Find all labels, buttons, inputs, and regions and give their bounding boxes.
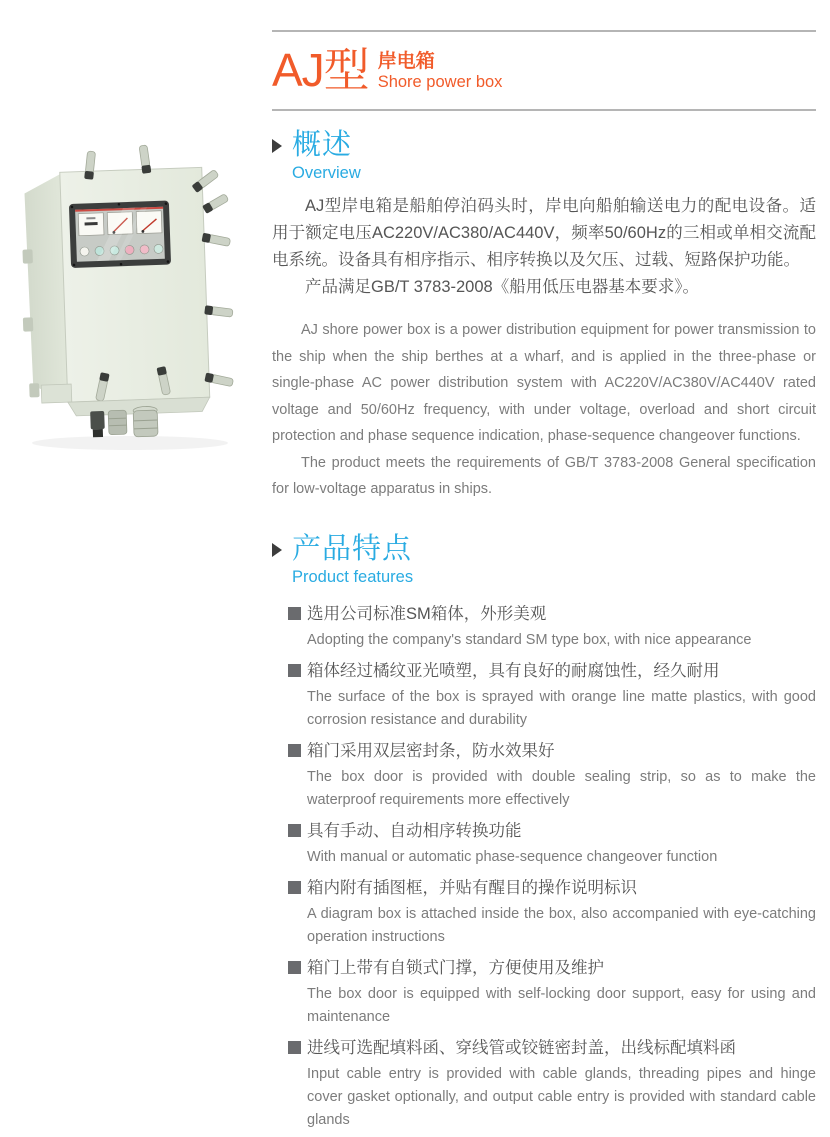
overview-title-zh: 概述 [292, 129, 353, 161]
feature-text-zh [288, 874, 816, 902]
feature-item [288, 874, 816, 949]
feature-zh-label: 具有手动、自动相序转换功能 [307, 822, 522, 840]
feature-zh-label: 箱内附有插图框，并贴有醒目的操作说明标识 [307, 879, 637, 897]
feature-item [288, 817, 816, 869]
overview-paragraph-en-1: AJ shore power box is a power distribution equipment for power transmission to the ship when the ship berthes at a wharf, and is applied in the three-phase or single-phase AC power distribution system with AC220V/AC380V/AC440V rated voltage and 50/60Hz frequency, with under voltage, overload and short circuit protection and phase sequence indication, phase-sequence changeover functions. [272, 322, 816, 444]
product-model-title: AJ型 [272, 44, 369, 96]
feature-text-en: The box door is provided with double sealing strip, so as to make the waterproof requirements more effectively [307, 769, 816, 808]
features-section [272, 533, 816, 1137]
feature-item [288, 600, 816, 652]
overview-heading [272, 129, 816, 184]
feature-bullet-icon [288, 881, 301, 894]
feature-item [288, 657, 816, 732]
feature-zh-label: 箱体经过橘纹亚光喷塑，具有良好的耐腐蚀性，经久耐用 [307, 662, 720, 680]
feature-bullet-icon [288, 664, 301, 677]
overview-paragraph-en-2: The product meets the requirements of GB/T 3783-2008 General specification for low-voltage apparatus in ships. [272, 454, 816, 497]
header-top-divider [272, 30, 816, 32]
header-bottom-divider [272, 109, 816, 111]
feature-text-zh [288, 737, 816, 765]
product-name-en: Shore power box [377, 73, 503, 91]
feature-item [288, 954, 816, 1029]
feature-text-en: The box door is equipped with self-locking door support, easy for using and maintenance [307, 986, 816, 1025]
product-header [272, 44, 502, 96]
feature-text-en: The surface of the box is sprayed with orange line matte plastics, with good corrosion resistance and durability [307, 689, 816, 728]
feature-text-zh [288, 954, 816, 982]
product-photo [8, 142, 252, 454]
feature-text-zh [288, 817, 816, 845]
feature-text-zh [288, 657, 816, 685]
features-title-zh: 产品特点 [292, 533, 413, 565]
feature-zh-label: 箱门上带有自锁式门撑，方便使用及维护 [307, 959, 604, 977]
feature-zh-label: 箱门采用双层密封条，防水效果好 [307, 742, 555, 760]
feature-text-en: Input cable entry is provided with cable glands, threading pipes and hinge cover gasket optionally, and output cable entry is provided with standard cable glands [307, 1066, 816, 1128]
feature-zh-label: 选用公司标准SM箱体，外形美观 [307, 605, 547, 623]
product-subtitle [378, 44, 503, 96]
feature-text-en: With manual or automatic phase-sequence changeover function [307, 849, 718, 865]
feature-text-zh [288, 600, 816, 628]
overview-section [272, 129, 816, 503]
section-marker-icon [272, 139, 282, 153]
feature-text-zh [288, 1034, 816, 1062]
product-name-zh: 岸电箱 [377, 51, 435, 72]
section-marker-icon [272, 543, 282, 557]
feature-item [288, 737, 816, 812]
overview-paragraph-zh-1: AJ型岸电箱是船舶停泊码头时，岸电向船舶输送电力的配电设备。适用于额定电压AC220V/AC380/AC440V，频率50/60Hz的三相或单相交流配电系统。设备具有相序指示、相序转换以及欠压、过载、短路保护功能。 [272, 197, 816, 269]
overview-paragraph-zh-2: 产品满足GB/T 3783-2008《船用低压电器基本要求》。 [305, 278, 699, 296]
feature-zh-label: 进线可选配填料函、穿线管或铰链密封盖，出线标配填料函 [307, 1039, 736, 1057]
features-heading [272, 533, 816, 588]
feature-bullet-icon [288, 744, 301, 757]
overview-title-en: Overview [292, 164, 361, 182]
feature-text-en: A diagram box is attached inside the box, also accompanied with eye-catching operation instructions [307, 906, 816, 945]
feature-list [272, 600, 816, 1132]
feature-bullet-icon [288, 1041, 301, 1054]
feature-bullet-icon [288, 824, 301, 837]
feature-bullet-icon [288, 961, 301, 974]
feature-item [288, 1034, 816, 1132]
features-title-en: Product features [292, 568, 414, 586]
feature-bullet-icon [288, 607, 301, 620]
feature-text-en: Adopting the company's standard SM type box, with nice appearance [307, 632, 752, 648]
